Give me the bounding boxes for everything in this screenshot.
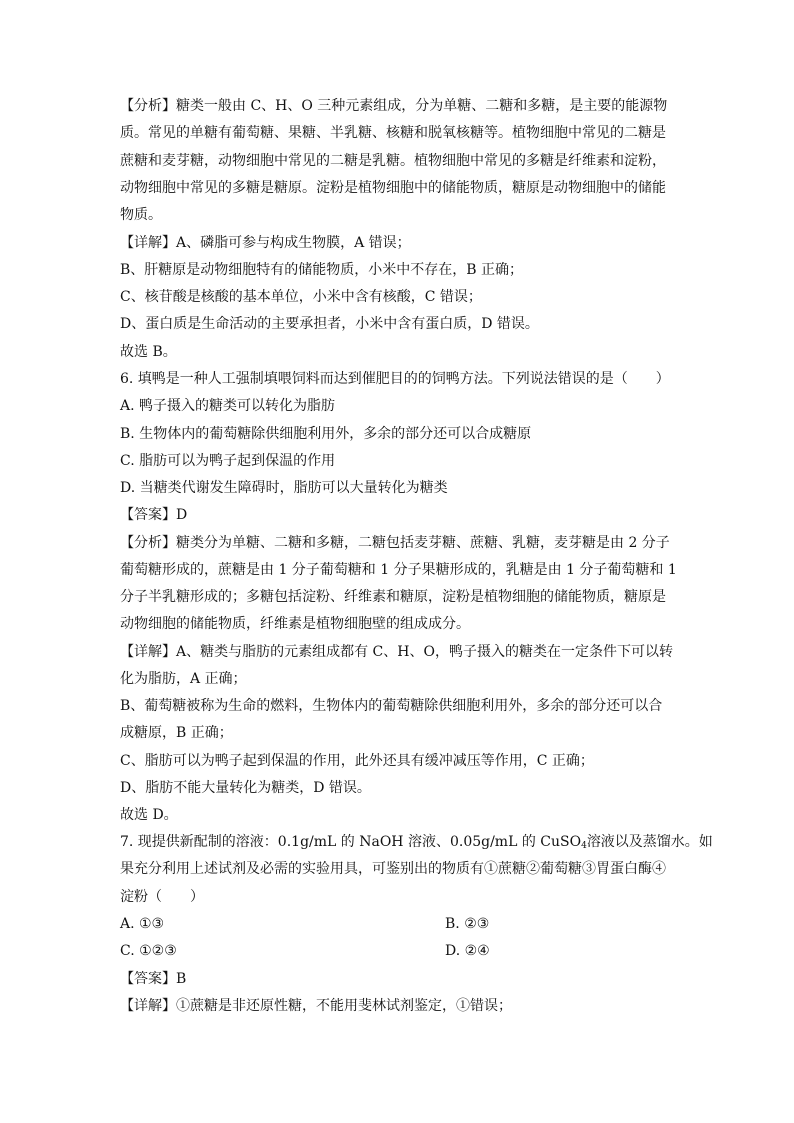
q7-option-a: A. ①③ — [120, 916, 165, 932]
q5-analysis-line: 蔗糖和麦芽糖，动物细胞中常见的二糖是乳糖。植物细胞中常见的多糖是纤维素和淀粉， — [120, 153, 666, 169]
q6-detail-line: D、脂肪不能大量转化为糖类，D 错误。 — [120, 780, 371, 796]
q6-answer: 【答案】D — [120, 507, 188, 523]
q6-option-a: A. 鸭子摄入的糖类可以转化为脂肪 — [120, 398, 336, 414]
q6-detail-line: 化为脂肪，A 正确； — [120, 671, 247, 687]
q6-stem: 6. 填鸭是一种人工强制填喂饲料而达到催肥目的的饲鸭方法。下列说法错误的是（ ） — [120, 371, 670, 387]
q7-detail-line: 【详解】①蔗糖是非还原性糖，不能用斐林试剂鉴定，①错误； — [120, 998, 512, 1014]
q6-choice: 故选 D。 — [120, 807, 178, 823]
q5-analysis-line: 动物细胞中常见的多糖是糖原。淀粉是植物细胞中的储能物质，糖原是动物细胞中的储能 — [120, 180, 666, 196]
q7-option-c: C. ①②③ — [120, 943, 177, 959]
q5-detail-line: D、蛋白质是生命活动的主要承担者，小米中含有蛋白质，D 错误。 — [120, 316, 539, 332]
q7-answer: 【答案】B — [120, 971, 187, 987]
q7-stem-line1 — [120, 832, 713, 852]
q5-choice: 故选 B。 — [120, 344, 177, 360]
q6-option-c: C. 脂肪可以为鸭子起到保温的作用 — [120, 453, 336, 469]
q7-stem-line3: 淀粉（ ） — [120, 889, 204, 905]
q6-detail-line: 【详解】A、糖类与脂肪的元素组成都有 C、H、O，鸭子摄入的糖类在一定条件下可以转 — [120, 644, 673, 660]
q7-stem-line2: 果充分利用上述试剂及必需的实验用具，可鉴别出的物质有①蔗糖②葡萄糖③胃蛋白酶④ — [120, 861, 666, 877]
q5-detail-line: C、核苷酸是核酸的基本单位，小米中含有核酸，C 错误； — [120, 289, 482, 305]
q5-detail-line: B、肝糖原是动物细胞特有的储能物质，小米中不存在，B 正确； — [120, 262, 524, 278]
q6-option-d: D. 当糖类代谢发生障碍时，脂肪可以大量转化为糖类 — [120, 480, 448, 496]
q6-detail-line: 成糖原，B 正确； — [120, 725, 233, 741]
q6-detail-line: C、脂肪可以为鸭子起到保温的作用，此外还具有缓冲减压等作用，C 正确； — [120, 753, 594, 769]
q7-stem-pre: 7. 现提供新配制的溶液：0.1g/mL 的 NaOH 溶液、0.05g/mL 的 CuSO — [120, 834, 582, 850]
q7-option-d: D. ②④ — [445, 943, 490, 959]
q7-stem-subscript: 4 — [581, 841, 587, 851]
q6-detail-line: B、葡萄糖被称为生命的燃料，生物体内的葡萄糖除供细胞利用外，多余的部分还可以合 — [120, 698, 663, 714]
q6-analysis-line: 葡萄糖形成的，蔗糖是由 1 分子葡萄糖和 1 分子果糖形成的，乳糖是由 1 分子葡萄糖和 1 — [120, 562, 677, 578]
q6-option-b: B. 生物体内的葡萄糖除供细胞利用外，多余的部分还可以合成糖原 — [120, 426, 532, 442]
q7-stem-post: 溶液以及蒸馏水。如 — [586, 834, 713, 850]
q6-analysis-line: 动物细胞的储能物质，纤维素是植物细胞壁的组成成分。 — [120, 616, 470, 632]
q6-analysis-line: 分子半乳糖形成的；多糖包括淀粉、纤维素和糖原，淀粉是植物细胞的储能物质，糖原是 — [120, 589, 666, 605]
q7-option-b: B. ②③ — [445, 916, 490, 932]
q6-analysis-line: 【分析】糖类分为单糖、二糖和多糖，二糖包括麦芽糖、蔗糖、乳糖，麦芽糖是由 2 分子 — [120, 535, 670, 551]
q5-analysis-line: 质。常见的单糖有葡萄糖、果糖、半乳糖、核糖和脱氧核糖等。植物细胞中常见的二糖是 — [120, 125, 666, 141]
q5-detail-line: 【详解】A、磷脂可参与构成生物膜，A 错误； — [120, 235, 411, 251]
q5-analysis-line: 物质。 — [120, 207, 162, 223]
q5-analysis-line: 【分析】糖类一般由 C、H、O 三种元素组成，分为单糖、二糖和多糖，是主要的能源物 — [120, 98, 668, 114]
